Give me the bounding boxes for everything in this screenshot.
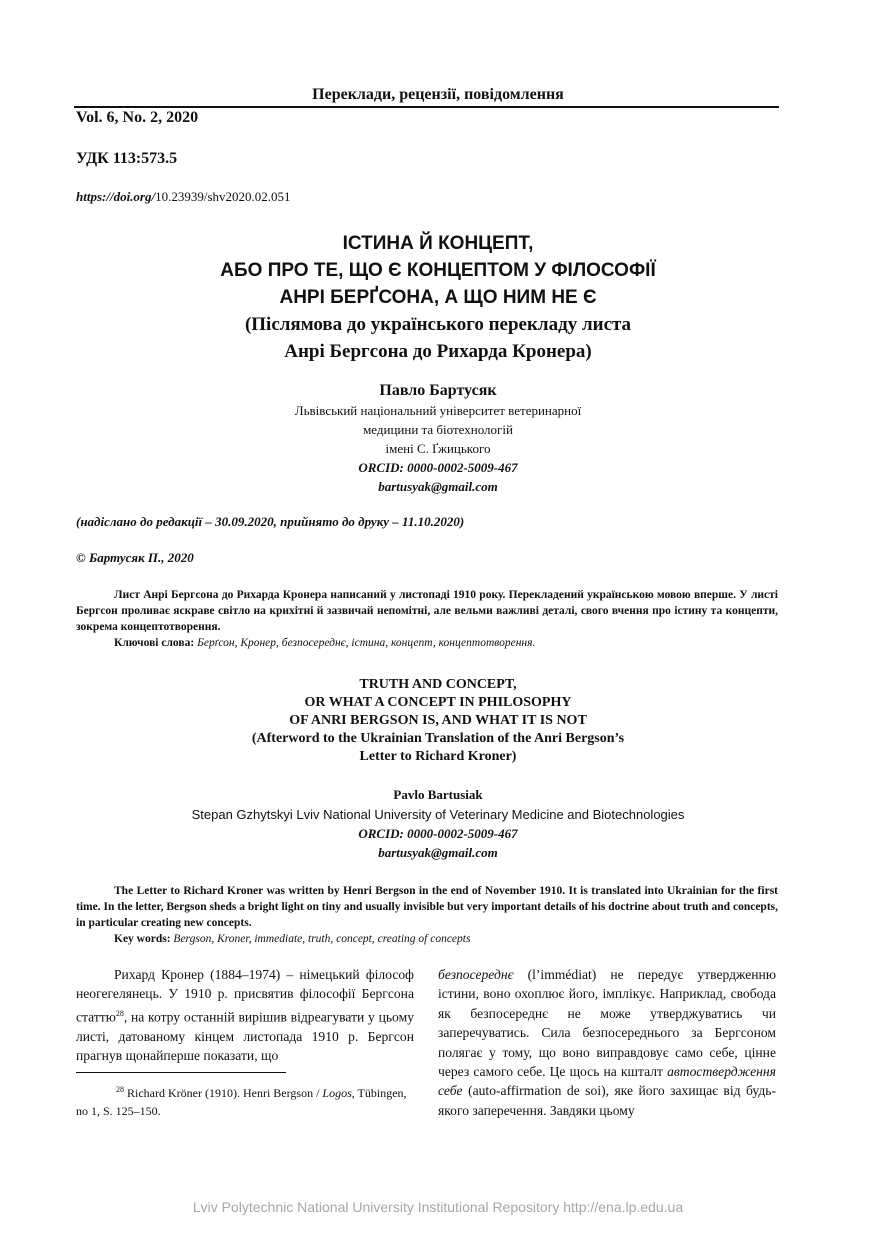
orcid-en: ORCID: 0000-0002-5009-467 <box>358 826 518 841</box>
footnote-journal: Logos <box>322 1086 352 1100</box>
title-en-line-2: OR WHAT A CONCEPT IN PHILOSOPHY <box>304 695 572 710</box>
title-uk-line-4: (Післямова до українського перекладу листа <box>244 314 632 335</box>
body-right-text-1: (l’immédiat) не передує утвердженню істини, воно охоплює його, імплікує. Наприклад, свобода як безпосереднє не може утверджуватись чи заперечуватись. Сила безпосереднього за Бергсоном полягає у тому, що воно виправдовує само себе, цінне через самого себе. Це щось на кшталт <box>438 967 776 1080</box>
keywords-uk-text: Берґсон, Кронер, безпосереднє, істина, концепт, концептотворення. <box>197 637 536 649</box>
title-ukrainian <box>0 230 876 365</box>
title-uk-line-1: ІСТИНА Й КОНЦЕПТ, <box>342 233 534 254</box>
affiliation-en-line: Stepan Gzhytskyi Lviv National University of Veterinary Medicine and Biotechnologies <box>191 807 685 822</box>
title-en-line-4: (Afterword to the Ukrainian Translation of the Anri Bergson’s <box>251 731 625 746</box>
footnote-divider <box>76 1072 286 1073</box>
author-name-en: Pavlo Bartusiak <box>393 787 483 802</box>
affiliation-uk-line-3: імені С. Ґжицького <box>385 441 491 456</box>
body-column-left <box>76 965 414 1066</box>
body-right-text-2: (auto-affirmation de soi), яке його захищає від будь-якого заперечення. Завдяки цьому <box>438 1083 776 1118</box>
body-left-paragraph <box>76 965 414 1066</box>
abstract-uk-text: Лист Анрі Бергсона до Рихарда Кронера написаний у листопаді 1910 року. Перекладений українською мовою вперше. У листі Бергсон проливає яскраве світло на крихітні й зазвичай непомітні, але вельми важливі деталі, свого вчення про істину та концепти, зокрема концептотворення. <box>76 589 778 633</box>
submission-dates: (надіслано до редакції – 30.09.2020, прийнято до друку – 11.10.2020) <box>76 514 465 529</box>
affiliation-uk <box>0 401 876 496</box>
doi-prefix: https://doi.org/ <box>76 189 156 204</box>
keywords-en-text: Bergson, Kroner, immediate, truth, concept, creating of concepts <box>173 933 471 945</box>
repository-footer: Lviv Polytechnic National University Institutional Repository http://ena.lp.edu.ua <box>192 1199 684 1215</box>
body-right-italic-2: автоствердження себе <box>438 1064 776 1099</box>
affiliation-uk-line-2: медицини та біотехнологій <box>363 422 513 437</box>
doi-link[interactable] <box>76 189 291 205</box>
volume-info: Vol. 6, No. 2, 2020 <box>76 109 199 126</box>
keywords-uk-label: Ключові слова: <box>114 637 195 649</box>
doi-suffix: 10.23939/shv2020.02.051 <box>155 189 291 204</box>
affiliation-uk-line-1: Львівський національний університет ветеринарної <box>294 403 582 418</box>
footnote-text-2: , Tübingen, no 1, S. 125–150. <box>76 1086 407 1118</box>
abstract-en-text: The Letter to Richard Kroner was written by Henri Bergson in the end of November 1910. It is translated into Ukrainian for the first time. In the letter, Bergson sheds a bright light on tiny and usually invisible but very important details of his doctrine about truth and concepts, in particular creating new concepts. <box>76 885 778 929</box>
keywords-en <box>76 931 778 947</box>
author-name-uk: Павло Бартусяк <box>379 382 497 399</box>
orcid-uk: ORCID: 0000-0002-5009-467 <box>358 460 518 475</box>
keywords-uk <box>76 635 778 651</box>
email-uk[interactable]: bartusyak@gmail.com <box>378 479 498 494</box>
keywords-en-label: Key words: <box>114 933 171 945</box>
affiliation-en <box>0 805 876 862</box>
abstract-uk <box>76 587 778 651</box>
title-uk-line-2: АБО ПРО ТЕ, ЩО Є КОНЦЕПТОМ У ФІЛОСОФІЇ <box>220 260 656 281</box>
title-en-line-5: Letter to Richard Kroner) <box>359 749 517 764</box>
title-english <box>0 676 876 766</box>
header-divider <box>74 106 779 108</box>
footnote-text-1: Richard Kröner (1910). Henri Bergson / <box>124 1086 323 1100</box>
body-left-text-1: Рихард Кронер (1884–1974) – німецький філософ неогегелянець. У 1910 р. присвятив філософії Бергсона статтю <box>76 967 414 1025</box>
footnote <box>76 1081 414 1120</box>
body-right-paragraph <box>438 965 776 1120</box>
title-uk-line-3: АНРІ БЕРҐСОНА, А ЩО НИМ НЕ Є <box>279 287 597 308</box>
copyright: © Бартусяк П., 2020 <box>76 550 194 565</box>
body-column-right <box>438 965 776 1120</box>
udc-code: УДК 113:573.5 <box>76 150 178 167</box>
body-left-text-2: , на котру останній вирішив відреагувати у цьому листі, датованому кінцем листопада 1910 р. Бергсон прагнув щонайперше показати, що <box>76 1009 414 1064</box>
footnote-number: 28 <box>116 1085 124 1094</box>
abstract-en <box>76 883 778 947</box>
email-en[interactable]: bartusyak@gmail.com <box>378 845 498 860</box>
title-en-line-1: TRUTH AND CONCEPT, <box>359 677 517 692</box>
title-en-line-3: OF ANRI BERGSON IS, AND WHAT IT IS NOT <box>289 713 587 728</box>
body-right-italic-1: безпосереднє <box>438 967 514 982</box>
title-uk-line-5: Анрі Бергсона до Рихарда Кронера) <box>284 341 592 362</box>
footnote-ref[interactable]: 28 <box>115 1008 124 1018</box>
section-header: Переклади, рецензії, повідомлення <box>312 86 564 103</box>
